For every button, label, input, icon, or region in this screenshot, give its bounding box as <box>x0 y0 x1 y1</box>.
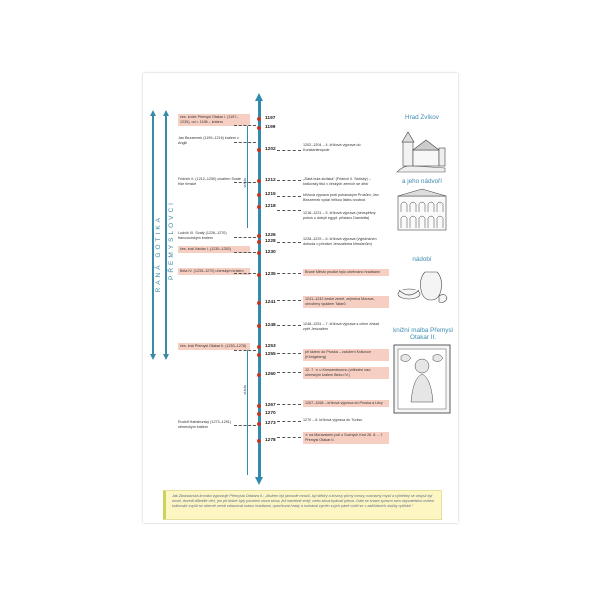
reign-label-2: vláda <box>242 385 247 395</box>
right-entry-5th-crusade: 1218–1221 – 5. křížová výprava (neúspěšný pokus o dobytí egypt. přístavu Damietta) <box>303 211 376 220</box>
year-label: 1197 <box>265 116 276 121</box>
year-label: 1248 <box>265 323 276 328</box>
connector <box>277 325 301 326</box>
year-label: 1278 <box>265 438 276 443</box>
connector <box>234 350 256 351</box>
connector <box>277 421 301 422</box>
year-label: 1260 <box>265 372 276 377</box>
connector <box>277 437 301 438</box>
year-label: 1199 <box>265 125 276 130</box>
year-marker <box>257 148 261 152</box>
connector <box>234 125 256 126</box>
year-marker <box>257 179 261 183</box>
left-entry-otakar-ii: čes. král Přemysl Otakar II. (1253–1278) <box>178 343 250 350</box>
year-marker <box>257 273 261 277</box>
caption-hrad-zvikov: Hrad Zvíkov <box>405 114 439 121</box>
year-label: 1273 <box>265 421 276 426</box>
year-label: 1255 <box>265 352 276 357</box>
year-marker <box>257 126 261 130</box>
year-marker <box>257 193 261 197</box>
caption-knizni-malba: knižní malba Přemysl Otakar II. <box>393 327 453 341</box>
year-label: 1228 <box>265 239 276 244</box>
left-entry-fridrich-ii: Fridrich II. (1212–1250) císařem Svaté říše římské <box>178 177 241 186</box>
right-entry-zlata-bula: „Zlatá bula sicilská“ (Fridrich II. Sicilský) – královský titul v českých zemích se dědí <box>303 177 371 186</box>
quote-box: Jak Zbraslavská kronika vypravuje Přemysla Otakara II.: „Mužem byl jarosrdé mravů, byl štědrý a kovový přímý mravy, rozmarný myslí a výhledný se úmyslí byl nosel, dovedl důležité věci, jen při dobré byly povoleni ulova slova, jež hanebně znějí, nebo slova trpkosti přinos. Dále se snaze správní sem obyvatelstvo ovšem královské zvyšit se obecně země zdrazovat mámo hradbami, opevňovat hrady a rozkázal vyměn svých páně cvičit se v zaůčebních služby rytířské.“ <box>163 490 442 520</box>
castle-illustration <box>395 124 450 174</box>
caption-nadobi: nádobí <box>412 256 432 263</box>
year-marker <box>257 205 261 209</box>
year-label: 1215 <box>265 192 276 197</box>
connector <box>277 242 301 243</box>
year-marker <box>257 439 261 443</box>
connector <box>277 300 301 301</box>
year-marker <box>257 234 261 238</box>
connector <box>277 180 301 181</box>
courtyard-illustration <box>395 188 450 234</box>
connector <box>234 237 256 238</box>
year-marker <box>257 353 261 357</box>
left-entry-jan-bezzemek: Jan Bezzemek (1199–1216) králem v Anglii <box>178 136 239 145</box>
year-label: 1270 <box>265 411 276 416</box>
right-entry-prussia: křížová výprava proti pohanským Prusům; Jan Bezzemek vydal Velkou listinu svobod <box>303 193 379 202</box>
era-label-premyslovci: PŘEMYSLOVCI <box>168 200 175 280</box>
connector <box>277 404 301 405</box>
connector <box>234 142 256 143</box>
year-label: 1241 <box>265 300 276 305</box>
right-entry-kressenbrunn: 12. 7. ✕ u Kressenbrunnu (vítězství nad uherským králem Belou IV.) <box>303 367 389 379</box>
right-entry-hradby: Brané Město prudké bylo obehnáno hradbami <box>303 269 389 276</box>
reign-bracket-2 <box>247 345 248 475</box>
connector <box>277 353 301 354</box>
year-label: 1267 <box>265 403 276 408</box>
connector <box>234 425 256 426</box>
connector <box>277 210 301 211</box>
year-label: 1230 <box>265 250 276 255</box>
left-entry-ludvik-ix: Ludvík IX. Svatý (1226–1270) francouzským králem <box>178 231 227 240</box>
year-label: 1202 <box>265 147 276 152</box>
year-marker <box>257 324 261 328</box>
year-marker <box>257 422 261 426</box>
connector <box>234 252 256 253</box>
year-label: 1235 <box>265 272 276 277</box>
year-marker <box>257 373 261 377</box>
connector <box>277 372 301 373</box>
miniature-illustration <box>393 344 451 414</box>
reign-bracket-1 <box>247 118 248 228</box>
left-entry-bela-iv: Bela IV. (1235–1270) uherským králem <box>178 268 250 275</box>
era-bar-left <box>152 115 154 355</box>
left-entry-rudolf: Rudolf Habsburský (1273–1291) německým králem <box>178 420 232 429</box>
right-entry-8th-crusade: 1270 – 8. křížová výprava do Tunisu <box>303 418 363 422</box>
pottery-illustration <box>395 266 450 306</box>
year-label: 1212 <box>265 178 276 183</box>
connector <box>234 273 256 274</box>
reign-label-1: vláda <box>242 178 247 188</box>
connector <box>277 196 301 197</box>
right-entry-7th-crusade: 1248–1251 – 7. křížová výprava s cílem získat zpět Jeruzalém <box>303 322 379 331</box>
right-entry-moravske-pole: ✕ na Moravském poli u Suchých Krut 26. 8. – † Přemysl Otakar II. <box>303 432 389 444</box>
year-marker <box>257 117 261 121</box>
right-entry-kralovec: při tažení do Pruska – založení Královce (Königsberg) <box>303 349 389 361</box>
connector <box>277 150 301 151</box>
right-entry-6th-crusade: 1228–1229 – 6. křížová výprava (vyjednáním dohoda o předání Jeruzaléma křesťanům) <box>303 237 377 246</box>
year-label: 1253 <box>265 344 276 349</box>
connector <box>277 273 301 274</box>
year-marker <box>257 301 261 305</box>
caption-nadvori: a jeho nádvoří <box>402 178 442 185</box>
year-marker <box>257 345 261 349</box>
year-marker <box>257 240 261 244</box>
right-entry-prusko-litva: 1267–1268 – křížová výprava do Pruska a Litvy <box>303 400 389 407</box>
year-marker <box>257 251 261 255</box>
era-label-rana-gotika: RANÁ GOTIKA <box>155 215 162 293</box>
year-marker <box>257 412 261 416</box>
era-bar-right <box>165 115 167 355</box>
right-entry-tatari: 1241–1242 české země, zejména Morava, ohroženy vpádem Tatarů <box>303 296 389 308</box>
left-entry-otakar-i: čes. kníže Přemysl Otakar I. (1197–1230), od r. 1198 – králem <box>178 114 250 126</box>
year-label: 1218 <box>265 204 276 209</box>
right-entry-4th-crusade: 1202–1204 – 4. křížová výprava do Konstantinopole <box>303 143 361 152</box>
year-label: 1226 <box>265 233 276 238</box>
connector <box>234 182 256 183</box>
year-marker <box>257 404 261 408</box>
left-entry-vaclav-i: čes. král Václav I. (1230–1253) <box>178 246 250 253</box>
